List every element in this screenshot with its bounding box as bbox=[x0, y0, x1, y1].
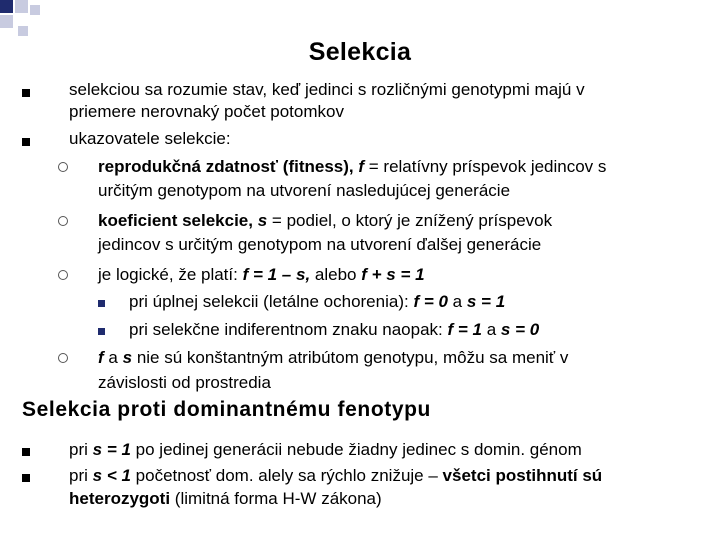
fitness-variable: f bbox=[358, 157, 365, 176]
fitness-definition: = relatívny príspevok jedincov s bbox=[368, 157, 607, 176]
dominant-1-text: po jedinej generácii nebude žiadny jedinec s domin. génom bbox=[135, 440, 582, 459]
corner-decoration bbox=[0, 0, 60, 40]
sub-bullet-relation bbox=[98, 265, 425, 285]
sub-bullet-fitness-line-2: určitým genotypom na utvorení nasledujúcej generácie bbox=[98, 181, 511, 200]
dominant-1-pre: pri bbox=[69, 440, 88, 459]
hollow-circle-bullet-icon bbox=[58, 270, 68, 280]
sub-bullet-coefficient-line-2: jedincov s určitým genotypom na utvorení ďalšej generácie bbox=[98, 235, 542, 254]
indifferent-trait-s: s = 0 bbox=[500, 320, 540, 339]
hollow-circle-bullet-icon bbox=[58, 353, 68, 363]
heterozygotes-term: heterozygoti bbox=[69, 489, 171, 508]
complete-selection-and: a bbox=[452, 292, 463, 311]
hollow-circle-bullet-icon bbox=[58, 216, 68, 226]
fitness-term: reprodukčná zdatnosť (fitness), bbox=[98, 157, 354, 176]
hollow-circle-bullet-icon bbox=[58, 162, 68, 172]
small-square-bullet-icon bbox=[98, 328, 105, 335]
bullet-1-line-1: selekciou sa rozumie stav, keď jedinci s rozličnými genotypmi majú v bbox=[69, 80, 585, 99]
not-constant-text: nie sú konštantným atribútom genotypu, môžu sa meniť v bbox=[136, 348, 569, 367]
sub-bullet-not-constant-line-2: závislosti od prostredia bbox=[98, 373, 271, 392]
dominant-2-pre: pri bbox=[69, 466, 88, 485]
section-title-dominant: Selekcia proti dominantnému fenotypu bbox=[22, 398, 431, 421]
dominant-bullet-1 bbox=[69, 440, 582, 460]
relation-text: je logické, že platí: bbox=[98, 265, 238, 284]
dominant-1-formula: s = 1 bbox=[92, 440, 131, 459]
square-bullet-icon bbox=[22, 474, 30, 482]
dominant-2-text: početnosť dom. alely sa rýchlo znižuje – bbox=[135, 466, 438, 485]
dominant-2-formula: s < 1 bbox=[92, 466, 131, 485]
hw-law-note: (limitná forma H-W zákona) bbox=[174, 489, 382, 508]
relation-or: alebo bbox=[314, 265, 357, 284]
coefficient-term: koeficient selekcie, bbox=[98, 211, 253, 230]
bullet-2: ukazovatele selekcie: bbox=[69, 129, 231, 148]
dominant-bullet-2 bbox=[69, 466, 602, 486]
coefficient-definition: = podiel, o ktorý je znížený príspevok bbox=[271, 211, 553, 230]
case-indifferent-trait bbox=[129, 320, 539, 340]
complete-selection-f: f = 0 bbox=[413, 292, 448, 311]
case-complete-selection bbox=[129, 292, 505, 312]
square-bullet-icon bbox=[22, 89, 30, 97]
complete-selection-s: s = 1 bbox=[466, 292, 506, 311]
relation-formula-1: f = 1 – s, bbox=[242, 265, 311, 284]
sub-bullet-fitness bbox=[98, 157, 606, 177]
indifferent-trait-f: f = 1 bbox=[447, 320, 482, 339]
coefficient-variable: s bbox=[257, 211, 268, 230]
bullet-1-line-2: priemere nerovnaký počet potomkov bbox=[69, 102, 344, 121]
dominant-bullet-2-line-2 bbox=[69, 489, 382, 509]
indifferent-trait-and: a bbox=[486, 320, 497, 339]
indifferent-trait-text: pri selekčne indiferentnom znaku naopak: bbox=[129, 320, 443, 339]
square-bullet-icon bbox=[22, 448, 30, 456]
complete-selection-text: pri úplnej selekcii (letálne ochorenia): bbox=[129, 292, 409, 311]
small-square-bullet-icon bbox=[98, 300, 105, 307]
square-bullet-icon bbox=[22, 138, 30, 146]
sub-bullet-selection-coefficient bbox=[98, 211, 552, 231]
not-constant-s: s bbox=[122, 348, 133, 367]
not-constant-and: a bbox=[108, 348, 118, 367]
not-constant-f: f bbox=[98, 348, 104, 367]
dominant-2-bold: všetci postihnutí sú bbox=[442, 466, 603, 485]
sub-bullet-not-constant bbox=[98, 348, 568, 368]
relation-formula-2: f + s = 1 bbox=[361, 265, 425, 284]
page-title: Selekcia bbox=[308, 38, 412, 66]
